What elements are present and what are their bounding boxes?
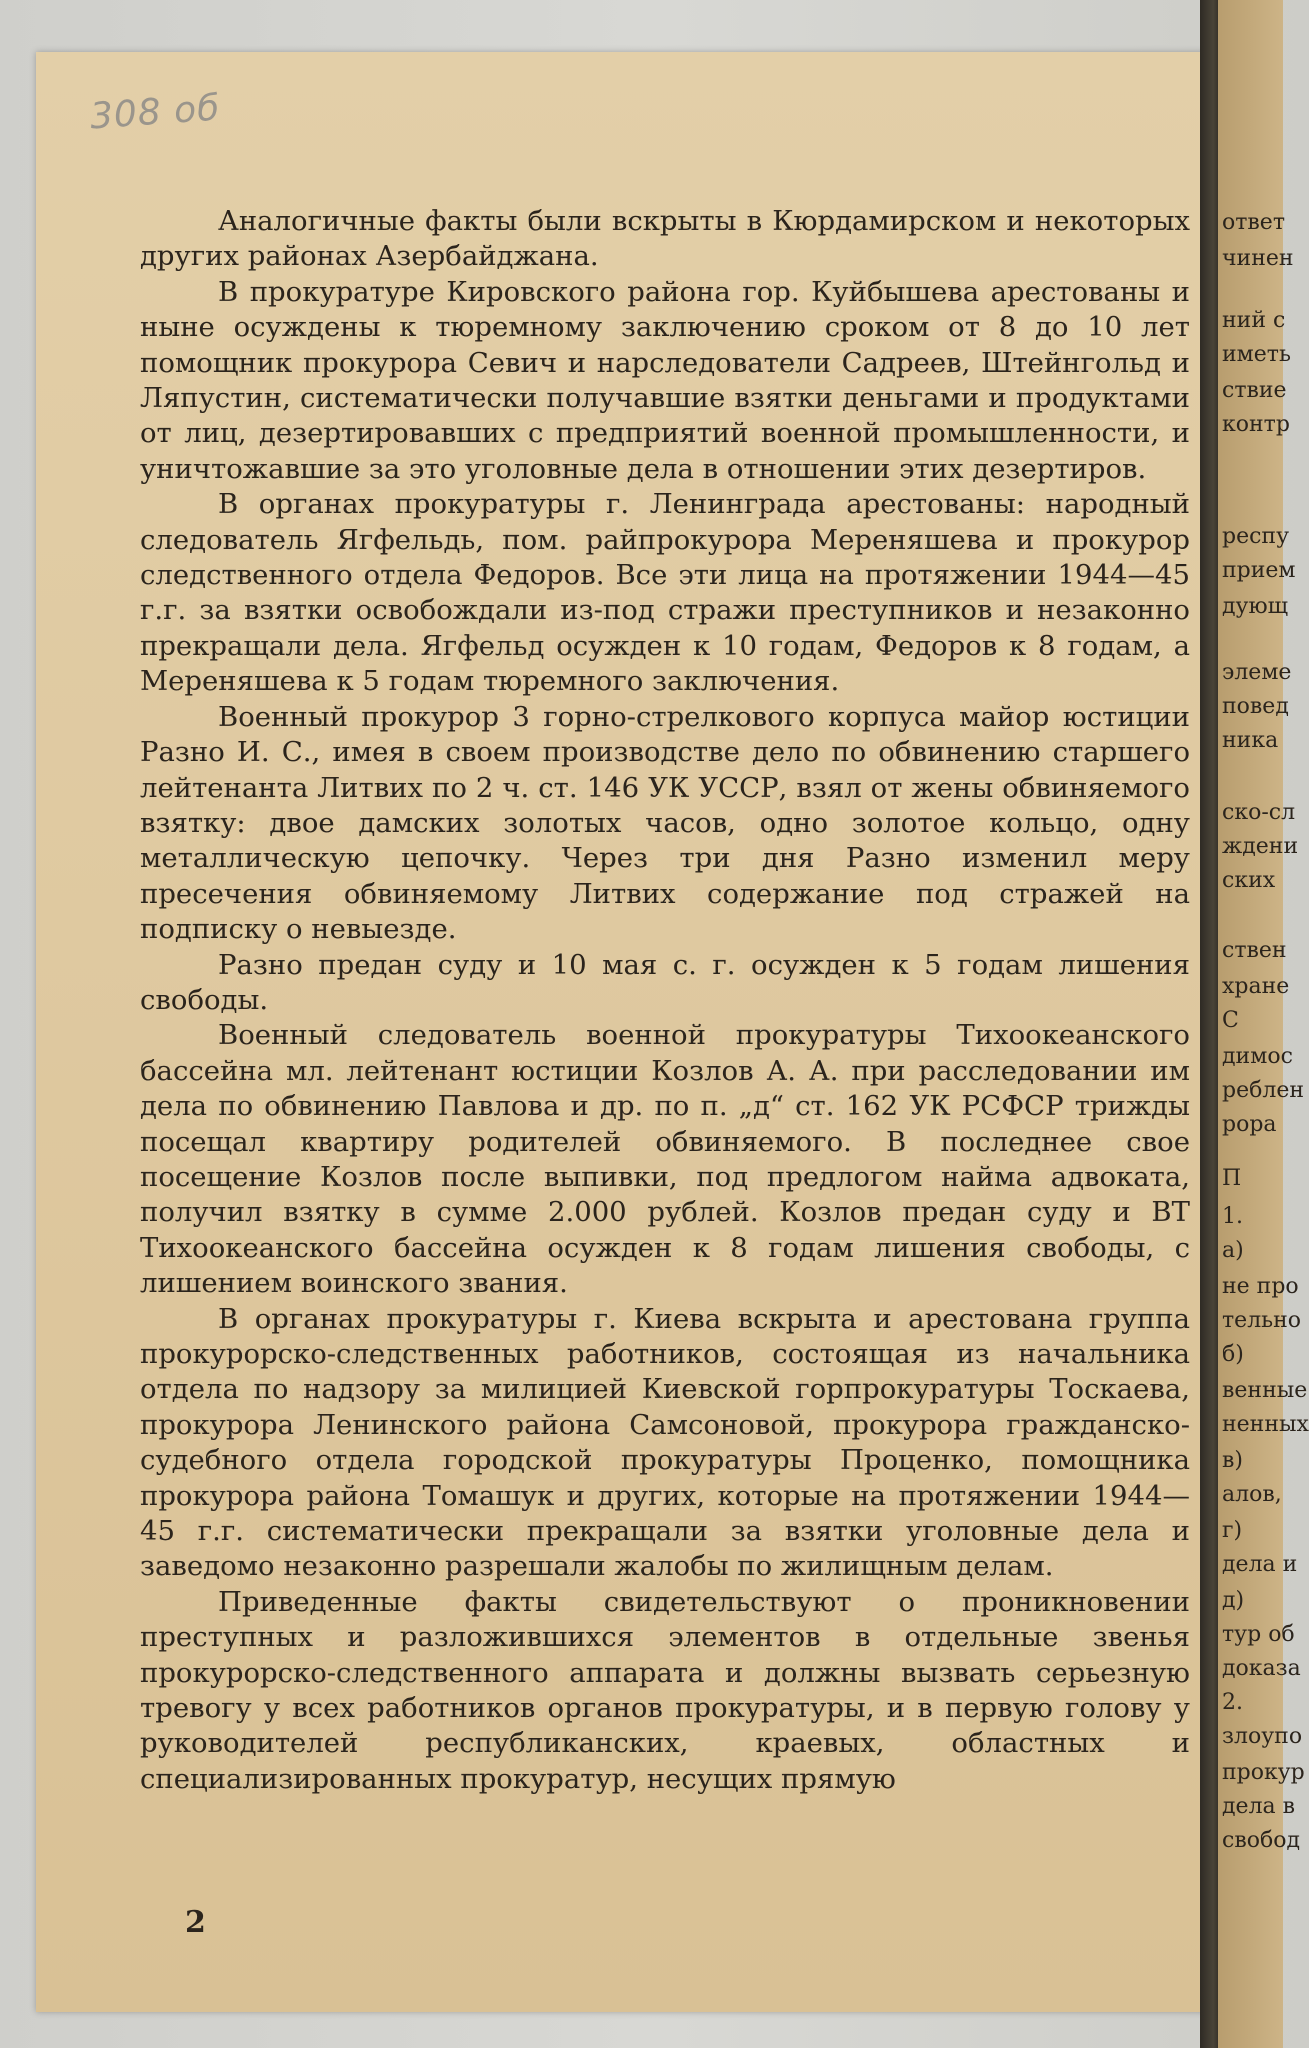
adjacent-page-line: тур об [1222, 1622, 1295, 1647]
paragraph: В прокуратуре Кировского района гор. Куйбышева арестованы и ныне осуждены к тюремному заключению сроком от 8 до 10 лет помощник прокурора Севич и нарследователи Садреев, Штейнгольд и Ляпустин, систематически получавшие взятки деньгами и продуктами от лиц, дезертировавших с предприятий военной промышленности, и уничтожавшие за это уголовные дела в отношении этих дезертиров. [140, 275, 1190, 485]
adjacent-page-line: а) [1222, 1238, 1244, 1263]
adjacent-page-line: рора [1222, 1112, 1277, 1137]
adjacent-page-line: дела и [1222, 1552, 1298, 1577]
adjacent-page-line: не про [1222, 1274, 1299, 1299]
adjacent-page-line: доказа [1222, 1656, 1301, 1681]
paragraph: Военный следователь военной прокуратуры Тихоокеанского бассейна мл. лейтенант юстиции Козлов А. А. при расследовании им дела по обвинению Павлова и др. по п. „д“ ст. 162 УК РСФСР трижды посещал квартиру родителей обвиняемого. В последнее свое посещение Козлов после выпивки, под предлогом найма адвоката, получил взятку в сумме 2.000 рублей. Козлов предан суду и ВТ Тихоокеанского бассейна осужден к 8 годам лишения свободы, с лишением воинского звания. [140, 1019, 1190, 1300]
adjacent-page-line: ждени [1222, 834, 1299, 859]
adjacent-page-line: дела в [1222, 1794, 1296, 1819]
adjacent-page-line: димос [1222, 1044, 1293, 1069]
adjacent-page-line: С [1222, 1008, 1239, 1033]
adjacent-page-line: ствие [1222, 378, 1287, 403]
adjacent-page-line: свобод [1222, 1828, 1300, 1853]
adjacent-page-line: хране [1222, 974, 1290, 999]
adjacent-page-line: 2. [1222, 1690, 1243, 1715]
adjacent-page-line: ских [1222, 868, 1276, 893]
adjacent-page-line: в) [1222, 1448, 1243, 1473]
adjacent-page-line: ско-сл [1222, 800, 1296, 825]
adjacent-page-line: прокур [1222, 1760, 1305, 1785]
adjacent-page-line: контр [1222, 412, 1290, 437]
paragraph: В органах прокуратуры г. Киева вскрыта и арестована группа прокурорско-следственных работников, состоящая из начальника отдела по надзору за милицией Киевской горпрокуратуры Тоскаева, прокурора Ленинского района Самсоновой, прокурора гражданско-судебного отдела городской прокуратуры Проценко, помощника прокурора района Томашук и других, которые на протяжении 1944—45 г.г. систематически прекращали за взятки уголовные дела и заведомо незаконно разрешали жалобы по жилищным делам. [140, 1302, 1190, 1583]
adjacent-page-line: ствен [1222, 938, 1287, 963]
paragraph: Разно предан суду и 10 мая с. г. осужден к 5 годам лишения свободы. [140, 948, 1190, 1016]
adjacent-page-line: д) [1222, 1588, 1245, 1613]
adjacent-page-line: 1. [1222, 1204, 1243, 1229]
page-number: 2 [185, 1905, 206, 1940]
adjacent-page-line: г) [1222, 1518, 1243, 1543]
paragraph: Аналогичные факты были вскрыты в Кюрдамирском и некоторых других районах Азербайджана. [140, 205, 1190, 273]
adjacent-page-line: тельно [1222, 1308, 1302, 1333]
adjacent-page-line: элеме [1222, 660, 1292, 685]
paragraph: Военный прокурор 3 горно-стрелкового корпуса майор юстиции Разно И. С., имея в своем производстве дело по обвинению старшего лейтенанта Литвих по 2 ч. ст. 146 УК УССР, взял от жены обвиняемого взятку: двое дамских золотых часов, одно золотое кольцо, одну металлическую цепочку. Через три дня Разно изменил меру пресечения обвиняемому Литвих содержание под стражей на подписку о невыезде. [140, 700, 1190, 946]
paragraph: В органах прокуратуры г. Ленинграда арестованы: народный следователь Ягфельдь, пом. райпрокурора Мереняшева и прокурор следственного отдела Федоров. Все эти лица на протяжении 1944—45 г.г. за взятки освобождали из-под стражи преступников и незаконно прекращали дела. Ягфельд осужден к 10 годам, Федоров к 8 годам, а Мереняшева к 5 годам тюремного заключения. [140, 488, 1190, 698]
adjacent-page-line: злоупо [1222, 1724, 1303, 1749]
adjacent-page-line: дующ [1222, 594, 1289, 619]
adjacent-page-line: П [1222, 1166, 1242, 1191]
adjacent-page-line: ненных [1222, 1412, 1309, 1437]
paragraph: Приведенные факты свидетельствуют о проникновении преступных и разложившихся элементов в отдельные звенья прокурорско-следственного аппарата и должны вызвать серьезную тревогу у всех работников органов прокуратуры, и в первую голову у руководителей республиканских, краевых, областных и специализированных прокуратур, несущих прямую [140, 1585, 1190, 1795]
adjacent-page-line: реблен [1222, 1078, 1305, 1103]
body-text [140, 204, 1190, 1797]
adjacent-page-line: ника [1222, 728, 1279, 753]
adjacent-page-line: ответ [1222, 210, 1285, 235]
adjacent-page-line: иметь [1222, 342, 1291, 367]
adjacent-page-line: венные [1222, 1378, 1308, 1403]
adjacent-page-line: прием [1222, 558, 1296, 583]
adjacent-page-line: б) [1222, 1342, 1244, 1367]
adjacent-page-line: чинен [1222, 246, 1294, 271]
adjacent-page-line: повед [1222, 694, 1289, 719]
archive-folio-mark: 308 об [88, 87, 222, 138]
adjacent-page-line: алов, [1222, 1482, 1282, 1507]
adjacent-page-line: ний с [1222, 308, 1286, 333]
adjacent-page-line: респу [1222, 524, 1290, 549]
